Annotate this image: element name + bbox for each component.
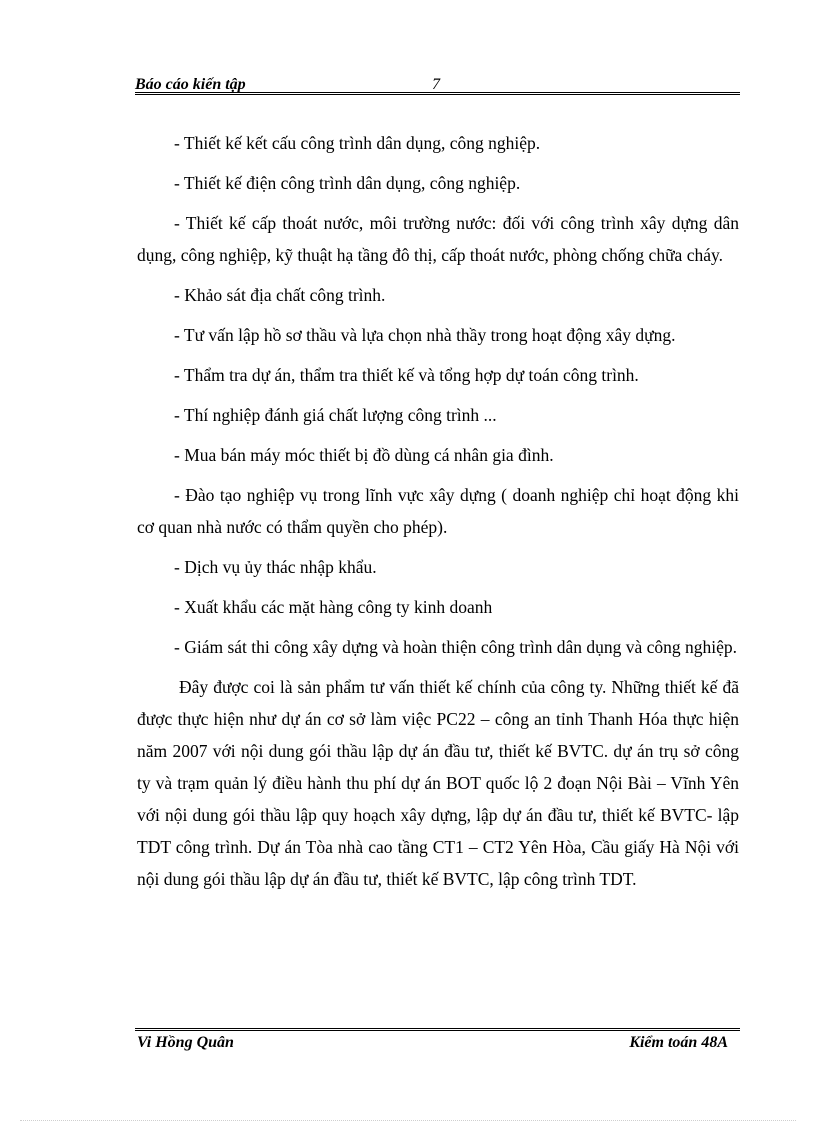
paragraph: - Thiết kế điện công trình dân dụng, công nghiệp.: [174, 173, 521, 193]
paragraph: - Thiết kế kết cấu công trình dân dụng, công nghiệp.: [174, 133, 541, 153]
paragraph: - Tư vấn lập hồ sơ thầu và lựa chọn nhà thầy trong hoạt động xây dựng.: [174, 325, 676, 345]
paragraph: - Dịch vụ ủy thác nhập khẩu.: [174, 557, 377, 577]
paragraph: - Xuất khẩu các mặt hàng công ty kinh doanh: [174, 597, 493, 617]
paragraph: - Giám sát thi công xây dựng và hoàn thiện công trình dân dụng và công nghiệp.: [174, 637, 738, 657]
document-body: [137, 127, 739, 903]
paragraph: - Thí nghiệp đánh giá chất lượng công trình ...: [174, 405, 497, 425]
header-rule: [135, 92, 740, 95]
page-number: 7: [432, 76, 440, 93]
footer-rule: [135, 1028, 740, 1031]
paragraph: - Mua bán máy móc thiết bị đồ dùng cá nhân gia đình.: [174, 445, 554, 465]
footer-class: Kiểm toán 48A: [629, 1034, 728, 1051]
paragraph: - Thiết kế cấp thoát nước, môi trường nước: đối với công trình xây dựng dân dụng, công nghiệp, kỹ thuật hạ tầng đô thị, cấp thoát nước, phòng chống chữa cháy.: [137, 213, 739, 265]
main-paragraph: Đây được coi là sản phẩm tư vấn thiết kế chính của công ty. Những thiết kế đã được thực hiện như dự án cơ sở làm việc PC22 – công an tỉnh Thanh Hóa thực hiện năm 2007 với nội dung gói thầu lập dự án đầu tư, thiết kế BVTC. dự án trụ sở công ty và trạm quản lý điều hành thu phí dự án BOT quốc lộ 2 đoạn Nội Bài – Vĩnh Yên với nội dung gói thầu lập quy hoạch xây dựng, lập dự án đầu tư, thiết kế BVTC- lập TDT công trình. Dự án Tòa nhà cao tầng CT1 – CT2 Yên Hòa, Cầu giấy Hà Nội với nội dung gói thầu lập dự án đầu tư, thiết kế BVTC, lập công trình TDT.: [137, 677, 739, 889]
page-header: [135, 76, 740, 96]
paragraph: - Khảo sát địa chất công trình.: [174, 285, 386, 305]
header-title: Báo cáo kiến tập: [135, 76, 246, 93]
paragraph: - Đào tạo nghiệp vụ trong lĩnh vực xây dựng ( doanh nghiệp chỉ hoạt động khi cơ quan nhà nước có thẩm quyền cho phép).: [137, 485, 739, 537]
page-edge: [20, 1120, 796, 1121]
paragraph: - Thẩm tra dự án, thẩm tra thiết kế và tổng hợp dự toán công trình.: [174, 365, 639, 385]
footer-author: Vi Hồng Quân: [137, 1034, 234, 1051]
